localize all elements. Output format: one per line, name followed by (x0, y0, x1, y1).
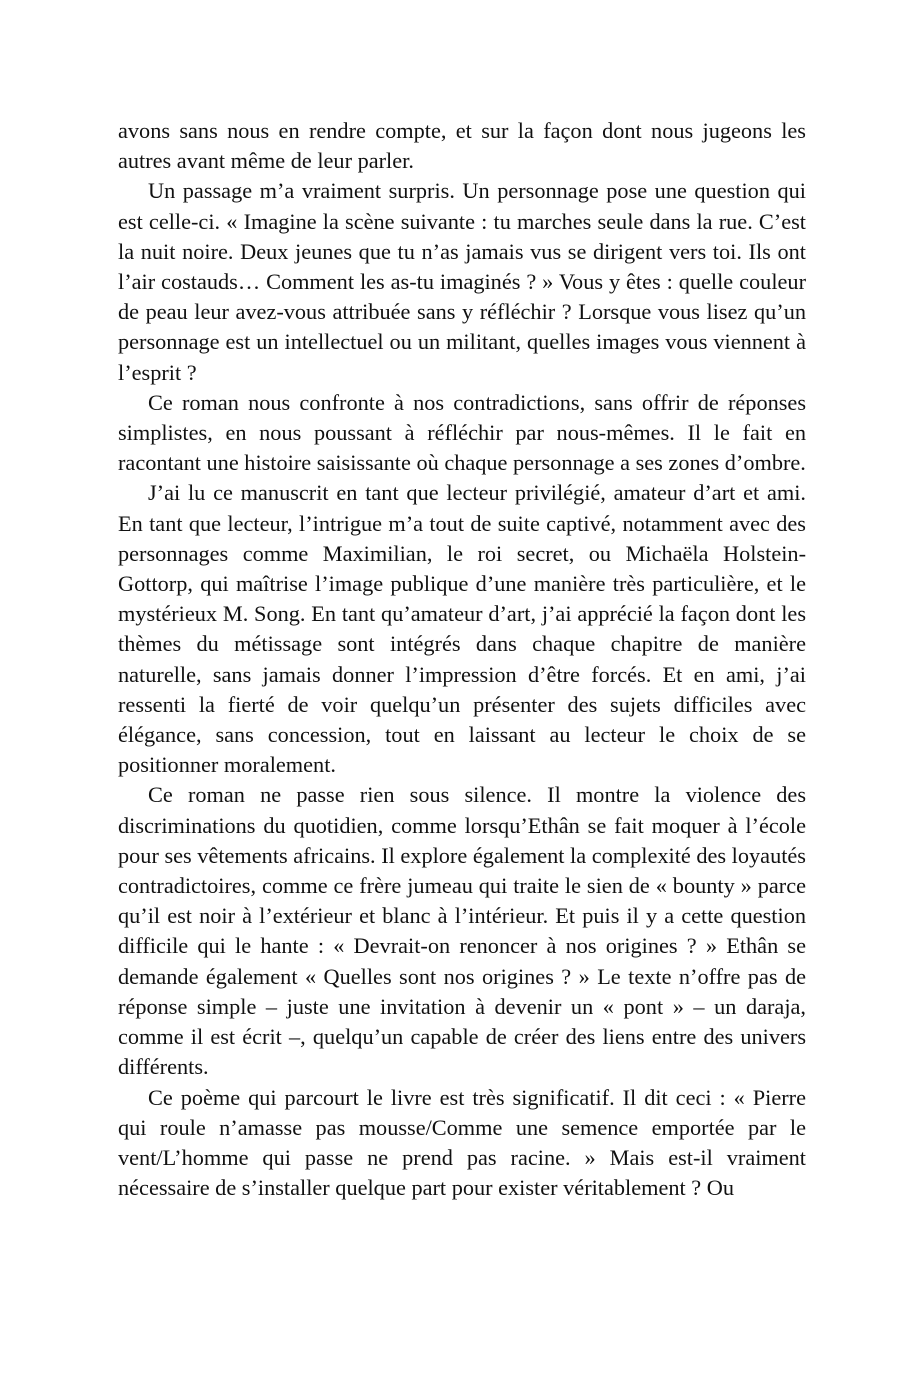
page-body (118, 116, 806, 1203)
paragraph-poeme: Ce poème qui parcourt le livre est très significatif. Il dit ceci : « Pierre qui roule n’amasse pas mousse/Comme une semence emportée par le vent/L’homme qui passe ne prend pas racine. » Mais est-il vraiment nécessaire de s’installer quelque part pour exister véritablement ? Ou (118, 1084, 806, 1201)
paragraph-passage-surpris: Un passage m’a vraiment surpris. Un personnage pose une question qui est celle-ci. « Imagine la scène suivante : tu marches seule dans la rue. C’est la nuit noire. Deux jeunes que tu n’as jamais vus se dirigent vers toi. Ils ont l’air costauds… Comment les as-tu imaginés ? » Vous y êtes : quelle couleur de peau leur avez-vous attribuée sans y réfléchir ? Lorsque vous lisez qu’un personnage est un intellectuel ou un militant, quelles images vous viennent à l’esprit ? (118, 178, 806, 385)
paragraph-contradictions: Ce roman nous confronte à nos contradictions, sans offrir de réponses simplistes, en nous poussant à réfléchir par nous-mêmes. Il le fait en racontant une histoire saisissante où chaque personnage a ses zones d’ombre. (118, 389, 806, 476)
paragraph-continuation: avons sans nous en rendre compte, et sur la façon dont nous jugeons les autres avant même de leur parler. (118, 118, 806, 174)
paragraph-rien-sous-silence: Ce roman ne passe rien sous silence. Il montre la violence des discriminations du quotidien, comme lorsqu’Ethân se fait moquer à l’école pour ses vêtements africains. Il explore également la complexité des loyautés contradictoires, comme ce frère jumeau qui traite le sien de « bounty » parce qu’il est noir à l’extérieur et blanc à l’intérieur. Et puis il y a cette question difficile qui le hante : « Devrait-on renoncer à nos origines ? » Ethân se demande également « Quelles sont nos origines ? » Le texte n’offre pas de réponse simple – juste une invitation à devenir un « pont » – un daraja, comme il est écrit –, quelqu’un capable de créer des liens entre des univers différents. (118, 782, 806, 1080)
paragraph-lecteur-privilegie: J’ai lu ce manuscrit en tant que lecteur privilégié, amateur d’art et ami. En tant que lecteur, l’intrigue m’a tout de suite captivé, notamment avec des personnages comme Maximilian, le roi secret, ou Michaëla Holstein-Gottorp, qui maîtrise l’image publique d’une manière très particulière, et le mystérieux M. Song. En tant qu’amateur d’art, j’ai apprécié la façon dont les thèmes du métissage sont intégrés dans chaque chapitre de manière naturelle, sans jamais donner l’impression d’être forcés. Et en ami, j’ai ressenti la fierté de voir quelqu’un présenter des sujets difficiles avec élégance, sans concession, tout en laissant au lecteur le choix de se positionner moralement. (118, 480, 806, 778)
